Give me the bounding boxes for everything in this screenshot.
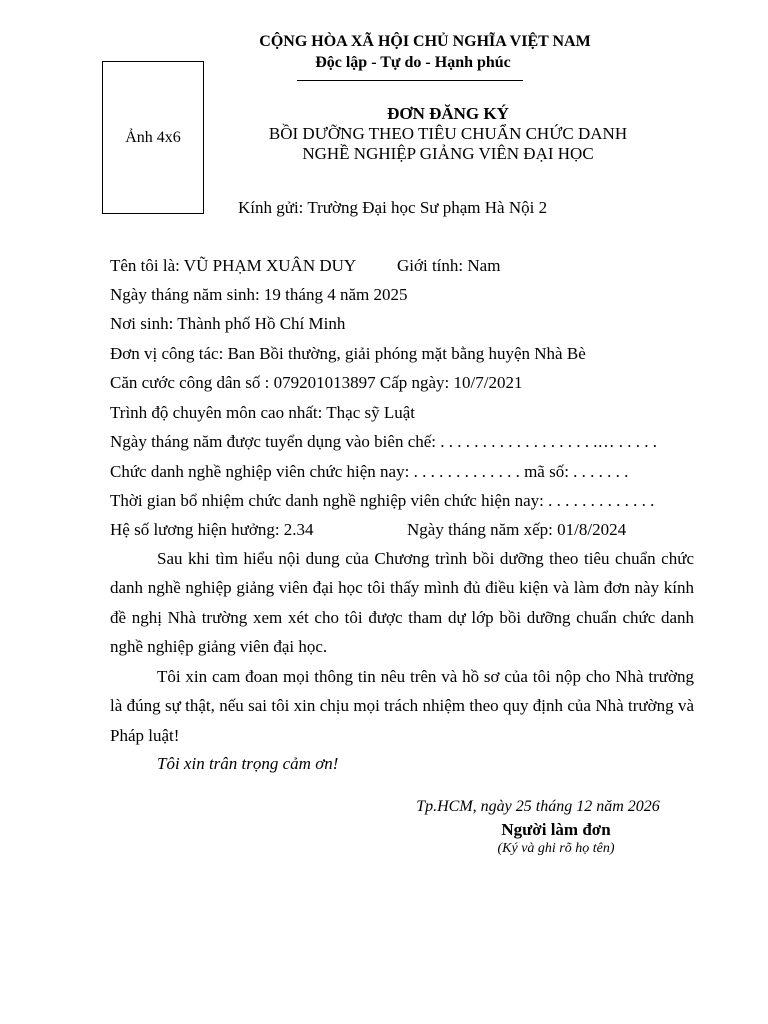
signature-role: Người làm đơn xyxy=(501,820,611,839)
workplace-field xyxy=(110,344,586,364)
request-paragraph: Sau khi tìm hiểu nội dung của Chương trình bồi dưỡng theo tiêu chuẩn chức danh nghề nghiệp giảng viên đại học tôi thấy mình đủ điều kiện và làm đơn này kính đề nghị Nhà trường xem xét cho tôi được tham dự lớp bồi dưỡng chuẩn chức danh nghề nghiệp giảng viên đại học. xyxy=(110,549,694,656)
birthplace-field: Nơi sinh: Thành phố Hồ Chí Minh xyxy=(110,314,346,333)
thanks-line: Tôi xin trân trọng cảm ơn! xyxy=(157,754,339,773)
id-card-field: Căn cước công dân số : 079201013897 Cấp ngày: 10/7/2021 xyxy=(110,373,523,392)
workplace-label: Đơn vị công tác xyxy=(110,344,219,363)
motto-underline xyxy=(297,80,523,81)
country-heading: CỘNG HÒA XÃ HỘI CHỦ NGHĨA VIỆT NAM xyxy=(259,33,591,50)
signature-note: (Ký và ghi rõ họ tên) xyxy=(497,841,615,856)
appoint-time-field: Thời gian bổ nhiệm chức danh nghề nghiệp viên chức hiện nay: . . . . . . . . . . . . . xyxy=(110,491,655,510)
commitment-paragraph: Tôi xin cam đoan mọi thông tin nêu trên và hồ sơ của tôi nộp cho Nhà trường là đúng sự thật, nếu sai tôi xin chịu mọi trách nhiệm theo quy định của Nhà trường và Pháp luật! xyxy=(110,667,694,745)
current-title-field: Chức danh nghề nghiệp viên chức hiện nay: . . . . . . . . . . . . . mã số: . . . . . . . xyxy=(110,462,629,481)
salary-coef-field: Hệ số lương hiện hưởng: 2.34 xyxy=(110,520,314,539)
recruit-date-field: Ngày tháng năm được tuyển dụng vào biên chế: . . . . . . . . . . . . . . . . . . .… . . . . . xyxy=(110,432,658,451)
signature-place-date: Tp.HCM, ngày 25 tháng 12 năm 2026 xyxy=(416,798,660,815)
dob-field: Ngày tháng năm sinh: 19 tháng 4 năm 2025 xyxy=(110,285,408,304)
photo-placeholder xyxy=(102,61,204,214)
education-field: Trình độ chuyên môn cao nhất: Thạc sỹ Luật xyxy=(110,403,416,422)
form-subtitle-line1: BỒI DƯỠNG THEO TIÊU CHUẨN CHỨC DANH xyxy=(268,124,628,143)
workplace-value: : Ban Bồi thường, giải phóng mặt bằng huyện Nhà Bè xyxy=(218,344,586,363)
photo-placeholder-label: Ảnh 4x6 xyxy=(125,128,181,146)
motto-heading: Độc lập - Tự do - Hạnh phúc xyxy=(315,54,511,71)
gender-field: Giới tính: Nam xyxy=(397,256,501,275)
form-title: ĐƠN ĐĂNG KÝ xyxy=(387,104,509,123)
recipient-line: Kính gửi: Trường Đại học Sư phạm Hà Nội 2 xyxy=(238,198,548,217)
name-field: Tên tôi là: VŨ PHẠM XUÂN DUY xyxy=(110,256,357,275)
form-subtitle-line2: NGHỀ NGHIỆP GIẢNG VIÊN ĐẠI HỌC xyxy=(302,144,594,163)
salary-date-field: Ngày tháng năm xếp: 01/8/2024 xyxy=(407,520,627,539)
